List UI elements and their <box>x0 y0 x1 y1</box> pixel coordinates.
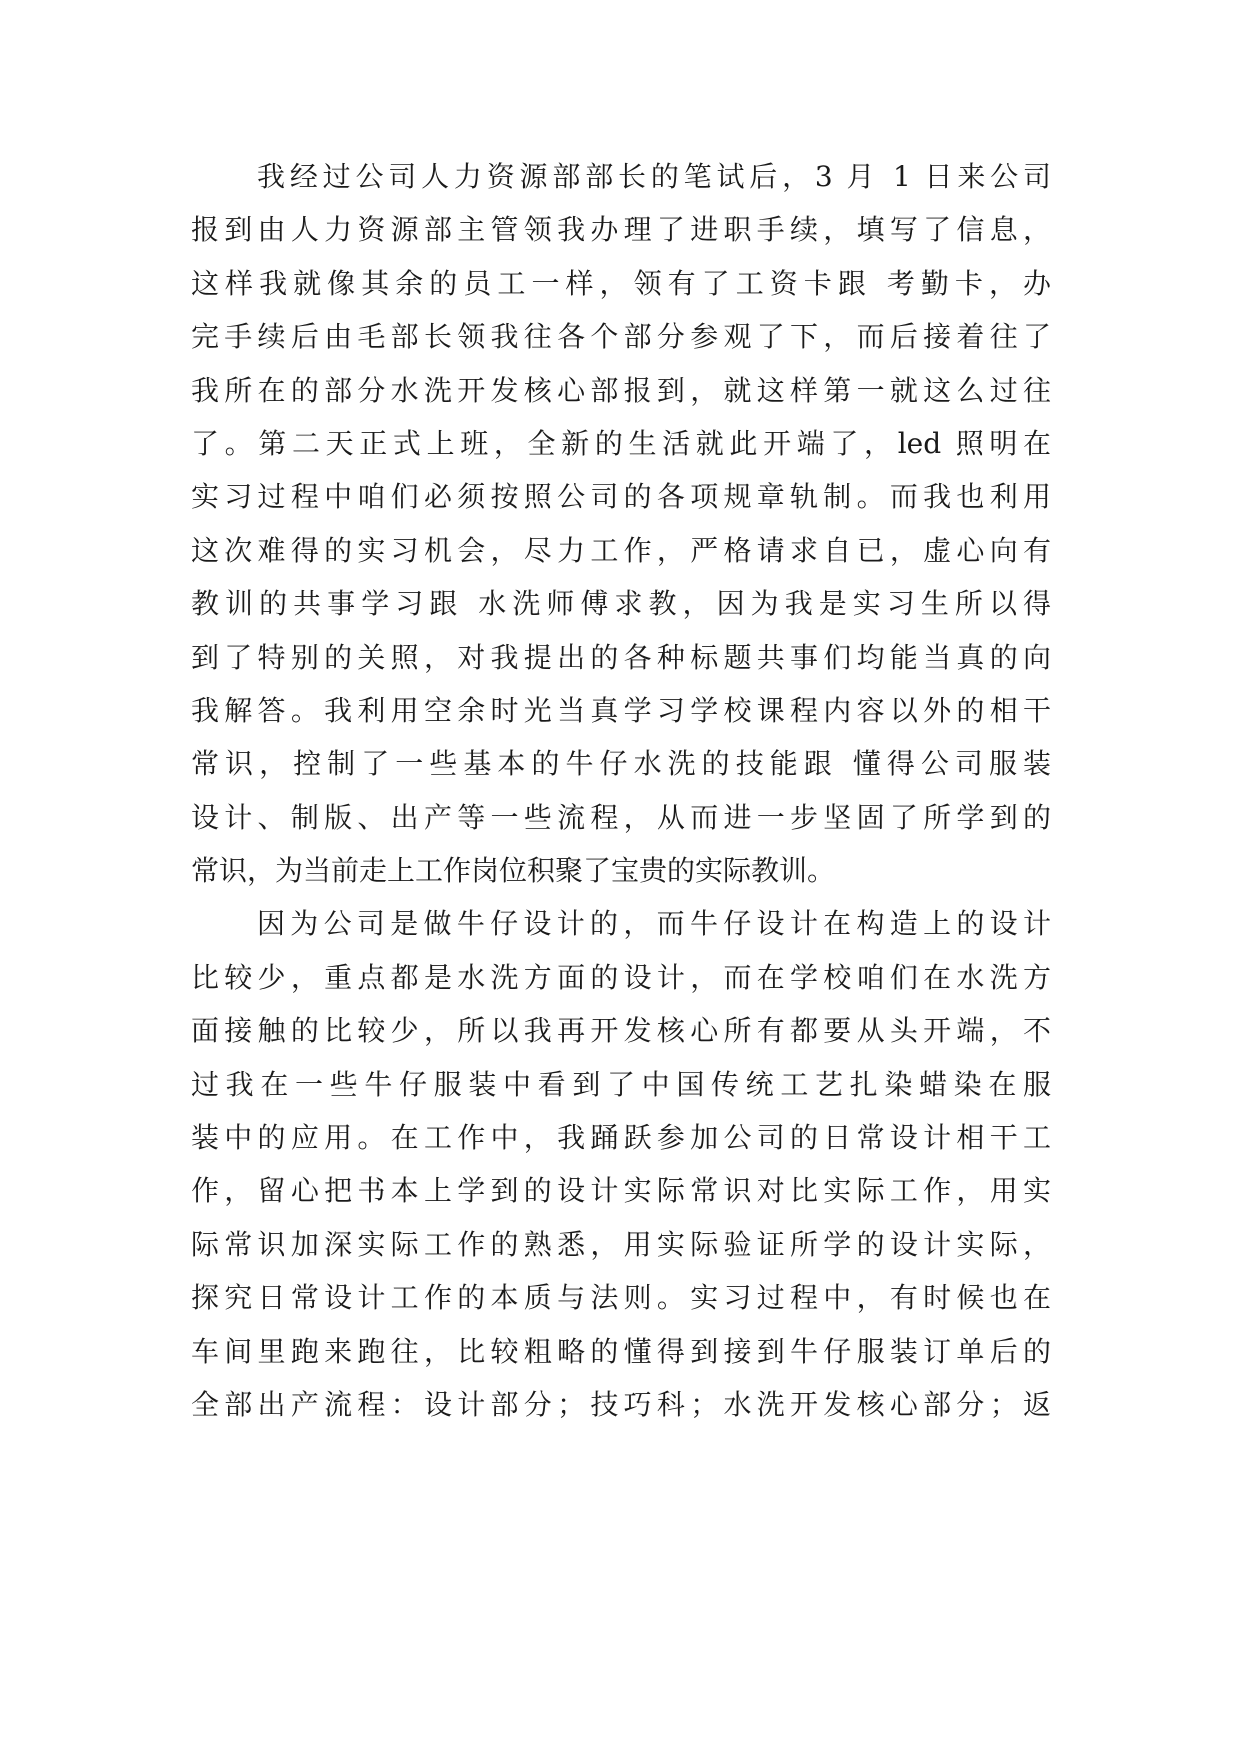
text-line: 比较少，重点都是水洗方面的设计，而在学校咱们在水洗方 <box>191 960 1051 994</box>
body-text <box>191 150 1051 1431</box>
text-line: 面接触的比较少，所以我再开发核心所有都要从头开端，不 <box>191 1014 1051 1048</box>
text-line: 因为公司是做牛仔设计的，而牛仔设计在构造上的设计 <box>257 907 1051 941</box>
text-line: 这样我就像其余的员工一样，领有了工资卡跟 考勤卡，办 <box>191 266 1051 300</box>
text-line: 全部出产流程：设计部分；技巧科；水洗开发核心部分；返 <box>191 1387 1051 1421</box>
text-line: 到了特别的关照，对我提出的各种标题共事们均能当真的向 <box>191 640 1051 674</box>
text-line: 常识，控制了一些基本的牛仔水洗的技能跟 懂得公司服装 <box>191 747 1051 781</box>
text-line: 过我在一些牛仔服装中看到了中国传统工艺扎染蜡染在服 <box>191 1067 1051 1101</box>
text-line: 探究日常设计工作的本质与法则。实习过程中，有时候也在 <box>191 1281 1051 1315</box>
text-line: 我经过公司人力资源部部长的笔试后，3 月 1 日来公司 <box>257 160 1051 193</box>
text-line: 常识，为当前走上工作岗位积聚了宝贵的实际教训。 <box>191 854 836 888</box>
text-line: 这次难得的实习机会，尽力工作，严格请求自已，虚心向有 <box>191 533 1051 567</box>
text-line: 我所在的部分水洗开发核心部报到，就这样第一就这么过往 <box>191 373 1051 407</box>
text-line: 作，留心把书本上学到的设计实际常识对比实际工作，用实 <box>191 1174 1051 1208</box>
text-line: 教训的共事学习跟 水洗师傅求教，因为我是实习生所以得 <box>191 587 1051 621</box>
text-line: 实习过程中咱们必须按照公司的各项规章轨制。而我也利用 <box>191 480 1051 514</box>
text-line: 了。第二天正式上班，全新的生活就此开端了，led 照明在 <box>191 426 1051 460</box>
text-line: 设计、制版、出产等一些流程，从而进一步坚固了所学到的 <box>191 800 1051 834</box>
text-line: 完手续后由毛部长领我往各个部分参观了下，而后接着往了 <box>191 320 1051 354</box>
text-line: 装中的应用。在工作中，我踊跃参加公司的日常设计相干工 <box>191 1121 1051 1155</box>
text-line: 车间里跑来跑往，比较粗略的懂得到接到牛仔服装订单后的 <box>191 1334 1051 1368</box>
text-line: 际常识加深实际工作的熟悉，用实际验证所学的设计实际， <box>191 1227 1051 1261</box>
text-line: 我解答。我利用空余时光当真学习学校课程内容以外的相干 <box>191 693 1051 727</box>
paragraph-1 <box>191 150 1051 897</box>
paragraph-2 <box>191 897 1051 1431</box>
text-line: 报到由人力资源部主管领我办理了进职手续，填写了信息， <box>191 213 1051 247</box>
